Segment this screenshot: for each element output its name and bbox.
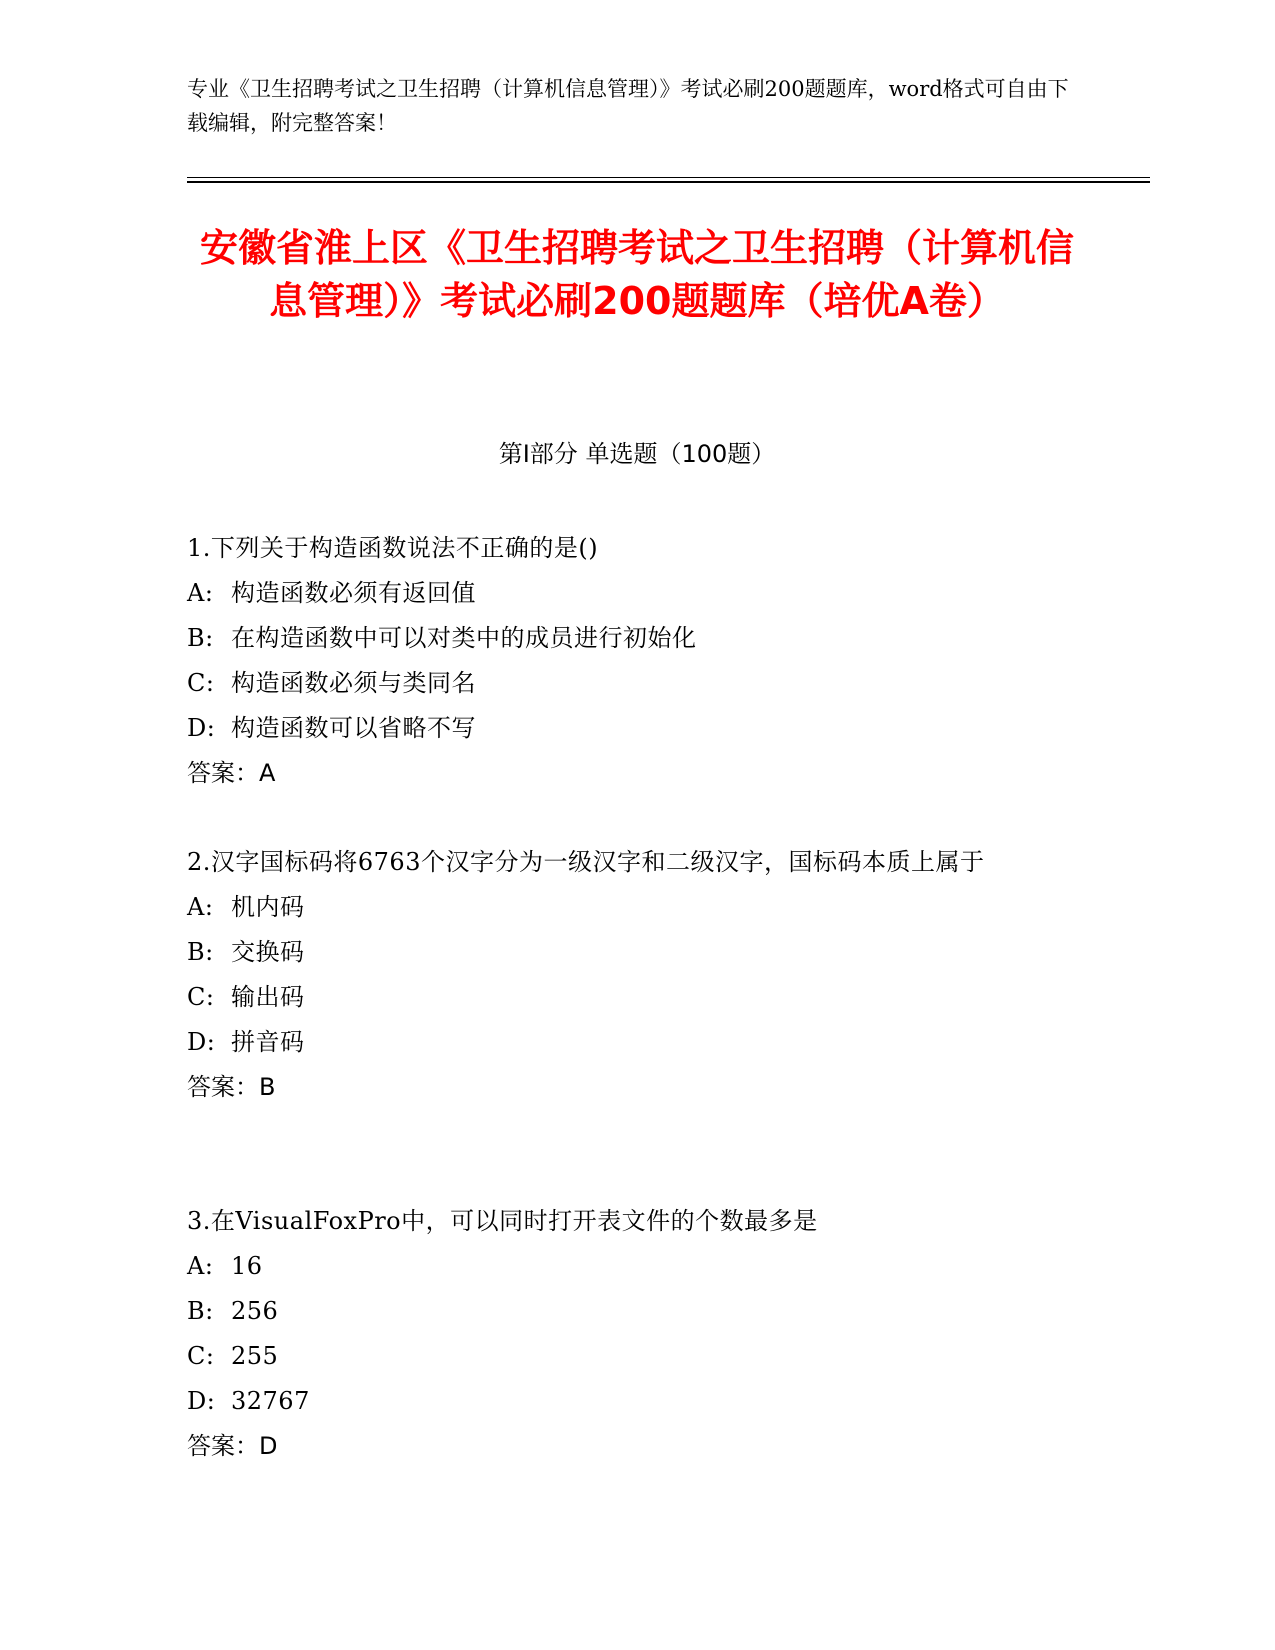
option-letter: B: xyxy=(187,624,214,652)
option-letter: B: xyxy=(187,1297,214,1325)
question-text: 3.在VisualFoxPro中，可以同时打开表文件的个数最多是 xyxy=(187,1207,818,1235)
question-text: 1.下列关于构造函数说法不正确的是() xyxy=(187,534,599,562)
option-a xyxy=(187,885,1087,930)
option-letter: C: xyxy=(187,983,215,1011)
option-text: 交换码 xyxy=(231,938,305,966)
header-divider-thin xyxy=(187,177,1150,178)
option-a xyxy=(187,571,1087,616)
option-d xyxy=(187,1379,1087,1424)
header-divider-thick xyxy=(187,181,1150,183)
option-b xyxy=(187,930,1087,975)
option-text: 构造函数必须有返回值 xyxy=(231,579,476,607)
option-b xyxy=(187,616,1087,661)
option-text: 255 xyxy=(231,1342,279,1370)
option-c xyxy=(187,661,1087,706)
option-text: 32767 xyxy=(231,1387,310,1415)
option-letter: C: xyxy=(187,669,215,697)
option-text: 构造函数必须与类同名 xyxy=(231,669,476,697)
option-letter: B: xyxy=(187,938,214,966)
option-text: 256 xyxy=(231,1297,279,1325)
option-text: 输出码 xyxy=(231,983,305,1011)
answer: 答案：B xyxy=(187,1073,276,1101)
question-2 xyxy=(187,840,1087,1110)
option-text: 在构造函数中可以对类中的成员进行初始化 xyxy=(231,624,697,652)
option-a xyxy=(187,1244,1087,1289)
option-b xyxy=(187,1289,1087,1334)
option-text: 拼音码 xyxy=(231,1028,305,1056)
option-d xyxy=(187,706,1087,751)
section-title: 第I部分 单选题（100题） xyxy=(498,440,776,468)
option-letter: C: xyxy=(187,1342,215,1370)
option-text: 16 xyxy=(231,1252,263,1280)
document-title: 安徽省淮上区《卫生招聘考试之卫生招聘（计算机信息管理）》考试必刷200题题库（培优A卷） xyxy=(199,226,1074,323)
option-c xyxy=(187,1334,1087,1379)
question-text: 2.汉字国标码将6763个汉字分为一级汉字和二级汉字，国标码本质上属于 xyxy=(187,848,985,876)
option-d xyxy=(187,1020,1087,1065)
option-c xyxy=(187,975,1087,1020)
option-letter: A: xyxy=(187,1252,214,1280)
option-letter: D: xyxy=(187,714,216,742)
option-text: 机内码 xyxy=(231,893,305,921)
option-text: 构造函数可以省略不写 xyxy=(231,714,476,742)
question-1 xyxy=(187,526,1087,796)
option-letter: D: xyxy=(187,1028,216,1056)
option-letter: D: xyxy=(187,1387,216,1415)
header-note: 专业《卫生招聘考试之卫生招聘（计算机信息管理）》考试必刷200题题库，word格式可自由下载编辑，附完整答案！ xyxy=(187,77,1069,135)
answer: 答案：A xyxy=(187,759,276,787)
option-letter: A: xyxy=(187,893,214,921)
option-letter: A: xyxy=(187,579,214,607)
question-3 xyxy=(187,1199,1087,1469)
answer: 答案：D xyxy=(187,1432,278,1460)
